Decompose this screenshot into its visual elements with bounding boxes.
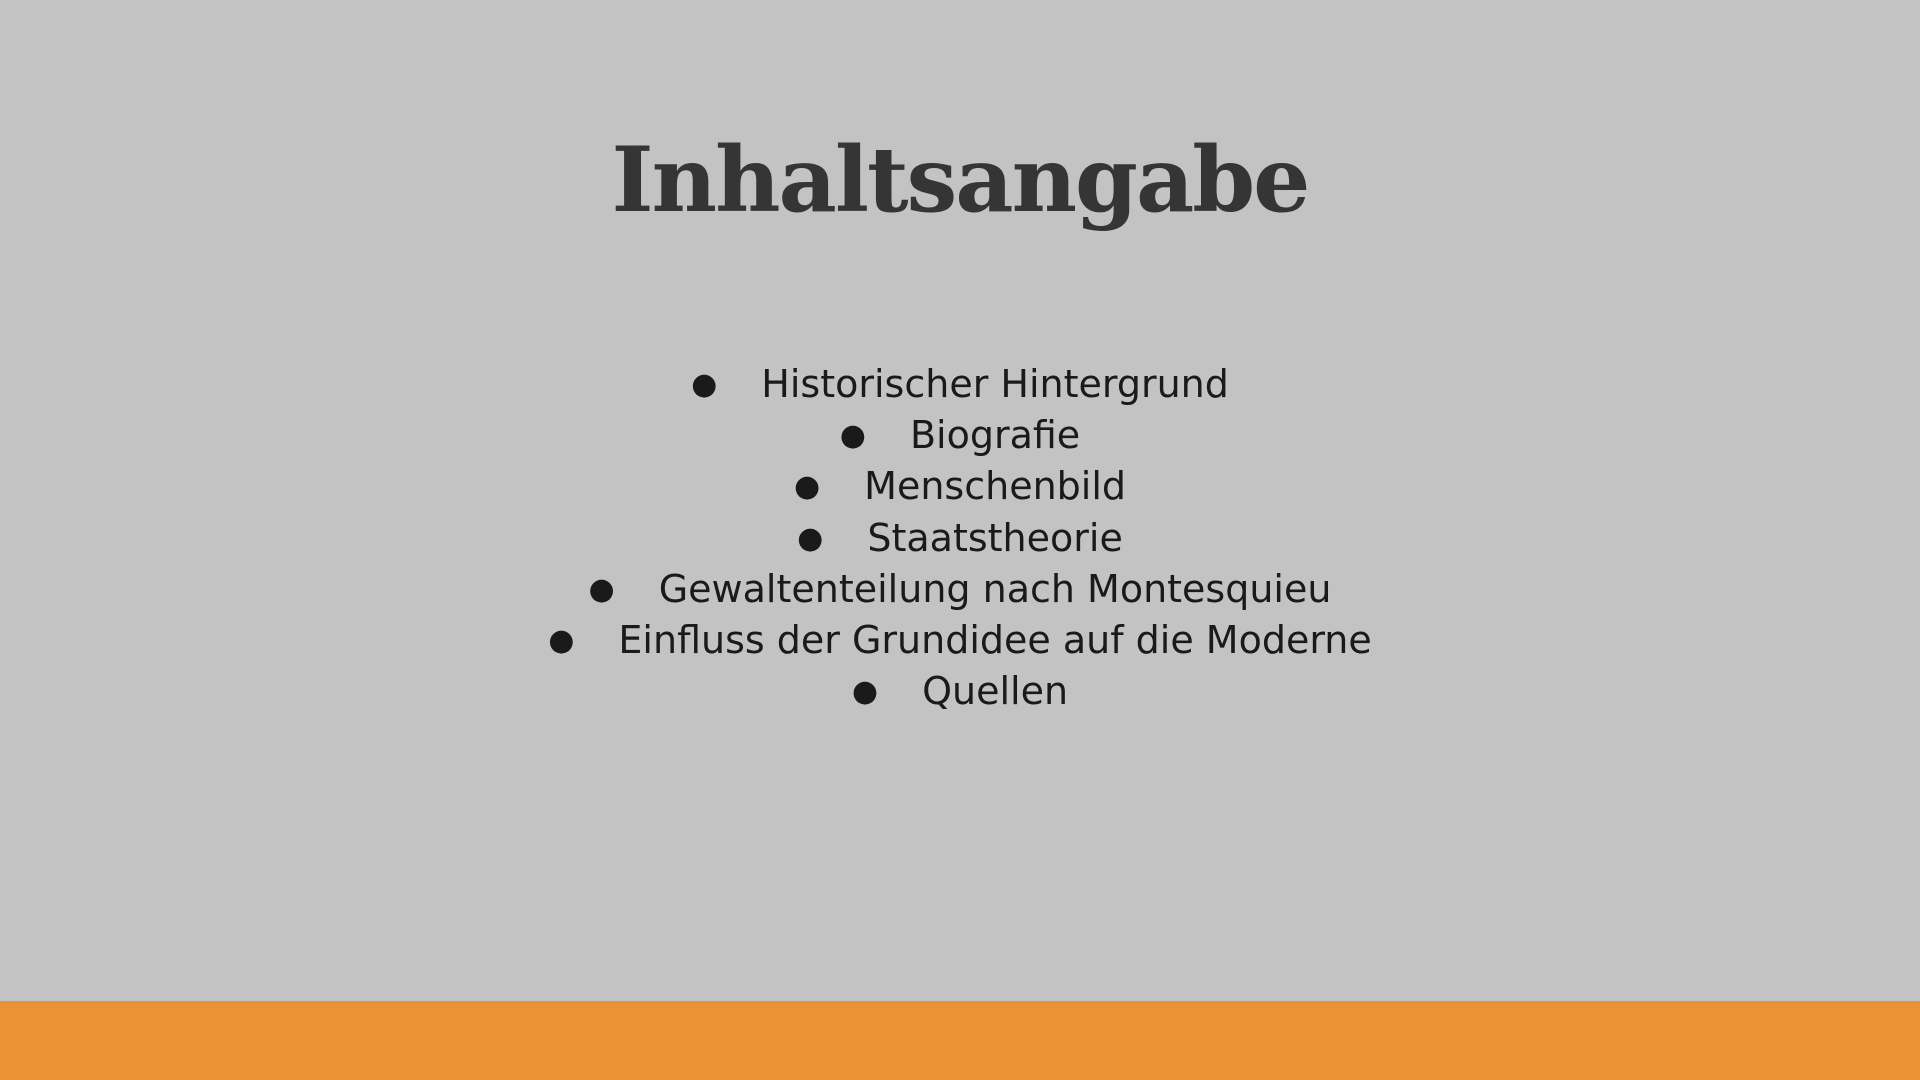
list-item (0, 359, 1920, 410)
list-item (0, 513, 1920, 564)
list-item (0, 666, 1920, 717)
list-item (0, 564, 1920, 615)
list-item-label: Biografie (909, 413, 1081, 458)
bullet-icon: ● (691, 367, 718, 402)
table-of-contents (0, 359, 1920, 717)
list-item (0, 615, 1920, 666)
list-item (0, 410, 1920, 461)
list-item-label: Gewaltenteilung nach Montesquieu (658, 566, 1332, 611)
list-item-label: Historischer Hintergrund (761, 362, 1229, 406)
bullet-icon: ● (548, 622, 575, 658)
bullet-icon: ● (793, 469, 821, 505)
bullet-icon: ● (839, 418, 866, 454)
list-item-label: Einfluss der Grundidee auf die Moderne (618, 617, 1372, 662)
footer-accent-bar (0, 1001, 1920, 1080)
list-item-label: Quellen (922, 669, 1069, 714)
list-item-label: Staatstheorie (867, 515, 1123, 560)
slide-title: Inhaltsangabe (611, 127, 1309, 233)
list-item (0, 461, 1920, 512)
list-item-label: Menschenbild (864, 464, 1127, 509)
bullet-icon: ● (797, 520, 824, 556)
bullet-icon: ● (588, 571, 615, 607)
bullet-icon: ● (851, 674, 879, 710)
